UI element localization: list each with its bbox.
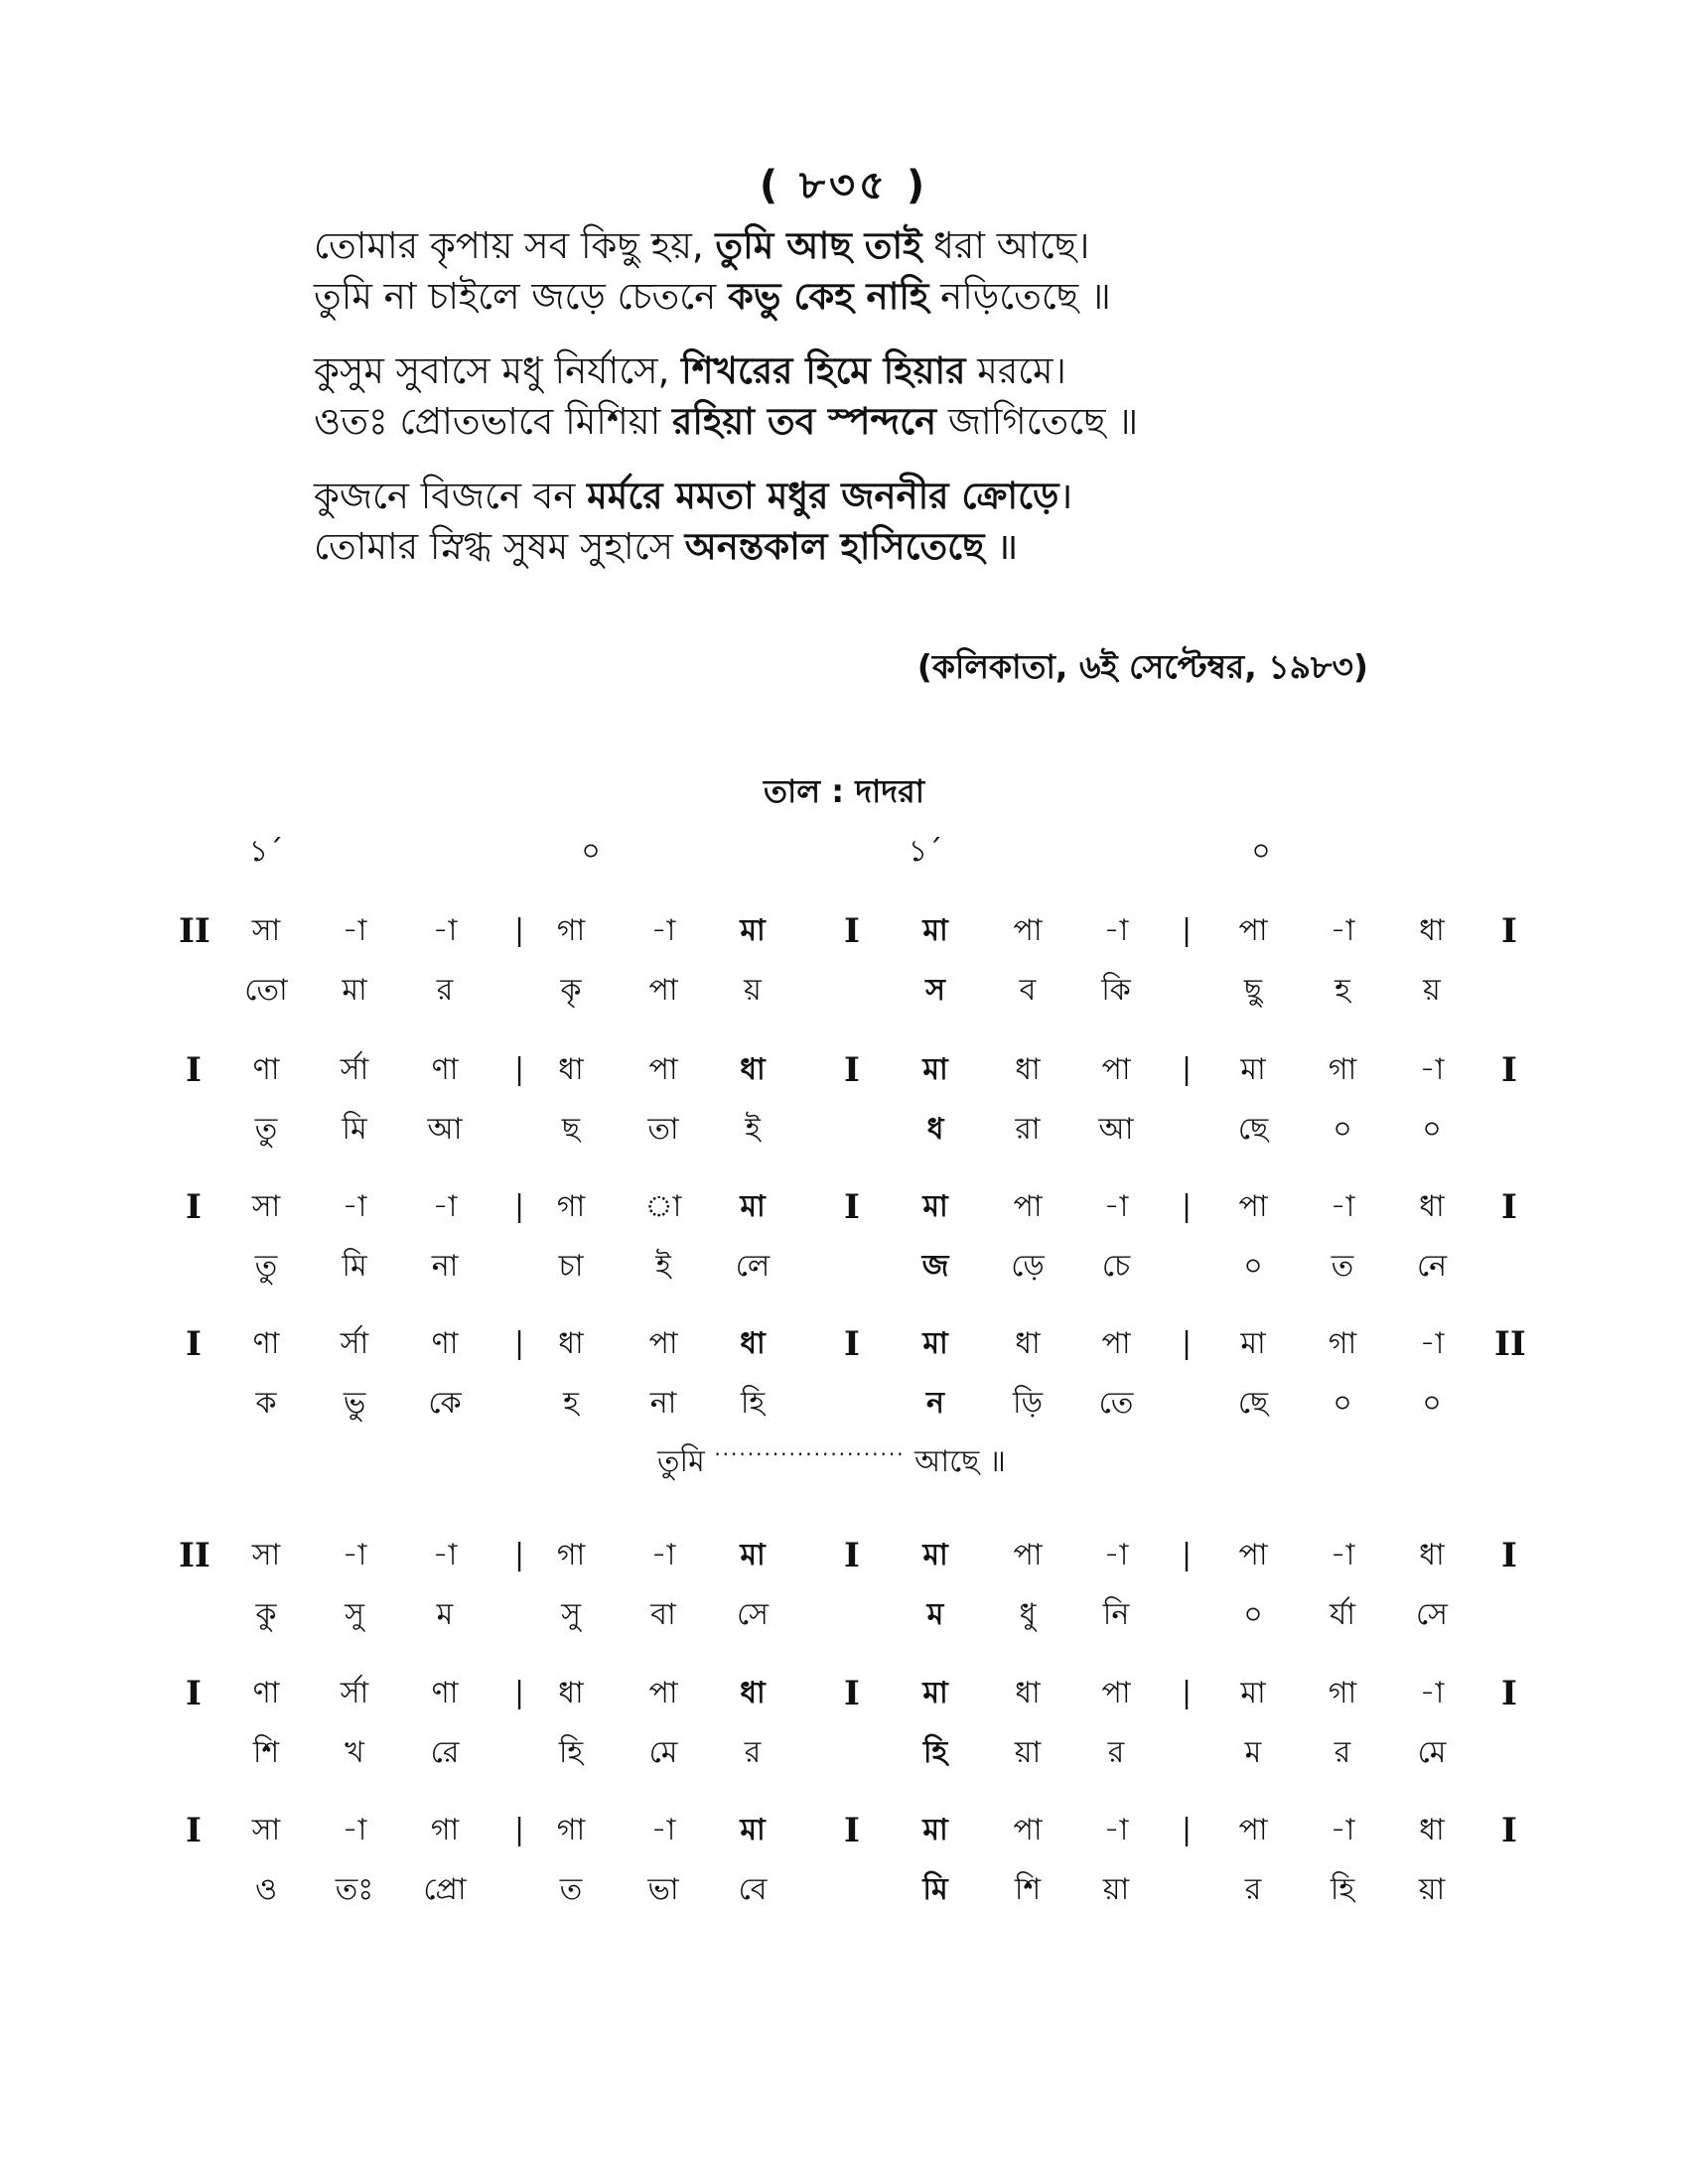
poem-segment: তোমার স্নিগ্ধ সুষম সুহাসে xyxy=(314,525,685,568)
lyric-syllable: য়া xyxy=(1418,1872,1446,1907)
swara-note: পা xyxy=(648,1326,678,1361)
swara-note: সা xyxy=(251,1538,281,1572)
swara-note: মা xyxy=(740,913,766,948)
swara-note: গা xyxy=(556,1813,586,1847)
lyric-syllable: চা xyxy=(558,1249,584,1284)
swara-note: ণা xyxy=(431,1052,459,1087)
swara-note: -া xyxy=(1103,1538,1129,1572)
lyric-syllable: চে xyxy=(1101,1249,1131,1284)
lyric-syllable: সু xyxy=(561,1597,581,1632)
swara-note: -া xyxy=(342,913,367,948)
swara-note: পা xyxy=(1238,1189,1268,1224)
swara-note: পা xyxy=(1013,1538,1043,1572)
swara-note: -া xyxy=(1330,913,1355,948)
swara-note: র্সা xyxy=(340,1676,369,1710)
signature: (কলিকাতা, ৬ই সেপ্টেম্বর, ১৯৮৩) xyxy=(916,647,1368,686)
refrain-start: তুমি xyxy=(657,1444,705,1479)
bar-line: II xyxy=(1494,1324,1526,1364)
lyric-syllable: পা xyxy=(648,973,678,1008)
bar-line: | xyxy=(513,1052,525,1087)
swara-note: পা xyxy=(1101,1676,1131,1710)
lyric-syllable: র xyxy=(1244,1872,1262,1907)
swara-note: -া xyxy=(1419,1052,1445,1087)
lyric-syllable: ছ xyxy=(561,1112,581,1147)
bar-line: I xyxy=(844,1811,860,1850)
swara-note: ণা xyxy=(431,1676,459,1710)
swara-note: মা xyxy=(1240,1052,1266,1087)
bar-line: | xyxy=(513,1813,525,1847)
lyric-syllable: ত xyxy=(1331,1249,1354,1284)
poem-segment: ধরা আছে। xyxy=(921,224,1090,267)
lyric-syllable: ছে xyxy=(1237,1112,1269,1147)
refrain-note xyxy=(657,1437,1006,1488)
poem-segment: রহিয়া তব স্পন্দনে xyxy=(672,400,937,443)
swara-note: ণা xyxy=(252,1052,280,1087)
swara-note: পা xyxy=(1238,1813,1268,1847)
lyric-syllable: ভু xyxy=(343,1386,366,1421)
lyric-syllable: ই xyxy=(655,1249,671,1284)
lyric-syllable: হ xyxy=(1335,973,1350,1008)
swara-note: মা xyxy=(922,1052,948,1087)
lyric-syllable: র xyxy=(1107,1735,1125,1770)
swara-note: মা xyxy=(922,1813,948,1847)
swara-note: মা xyxy=(922,913,948,948)
lyric-syllable: ম xyxy=(926,1597,944,1632)
lyric-syllable: মি xyxy=(342,1249,367,1284)
lyric-syllable: নি xyxy=(1102,1597,1130,1632)
bar-line: | xyxy=(1181,1326,1193,1361)
lyric-syllable: ব xyxy=(1019,973,1037,1008)
bar-line: I xyxy=(1501,1811,1517,1850)
swara-note: -া xyxy=(432,913,458,948)
swara-note: গা xyxy=(1328,1052,1357,1087)
lyric-syllable: তো xyxy=(244,973,288,1008)
poem-segment: মরমে। xyxy=(965,349,1066,392)
lyric-syllable: রে xyxy=(430,1735,460,1770)
lyric-syllable: না xyxy=(649,1386,677,1421)
swara-note: -া xyxy=(342,1538,367,1572)
lyric-syllable: কু xyxy=(255,1597,277,1632)
lyric-syllable: ধু xyxy=(1019,1597,1037,1632)
swara-note: -া xyxy=(1103,913,1129,948)
lyric-syllable: তা xyxy=(647,1112,679,1147)
poem-segment: ওতঃ প্রোতভাবে মিশিয়া xyxy=(314,400,673,443)
bar-line: | xyxy=(1181,1189,1193,1224)
swara-note: র্সা xyxy=(340,1326,369,1361)
bar-line: I xyxy=(844,1324,860,1364)
bar-line: | xyxy=(1181,1676,1193,1710)
swara-note: পা xyxy=(648,1676,678,1710)
bar-line: I xyxy=(186,1187,202,1227)
poem-segment: তুমি না চাইলে জড়ে চেতনে xyxy=(314,275,728,318)
lyric-syllable: হি xyxy=(740,1386,766,1421)
lyric-syllable: ০ xyxy=(1422,1112,1442,1147)
swara-note: পা xyxy=(1101,1326,1131,1361)
lyric-syllable: কি xyxy=(1101,973,1131,1008)
swara-note: ণা xyxy=(252,1676,280,1710)
lyric-syllable: হি xyxy=(922,1735,948,1770)
lyric-syllable: ই xyxy=(745,1112,761,1147)
bar-line: I xyxy=(186,1324,202,1364)
lyric-syllable: বা xyxy=(650,1597,676,1632)
refrain-end: আছে ॥ xyxy=(914,1444,1006,1479)
bar-line: | xyxy=(513,1538,525,1572)
lyric-syllable: ক xyxy=(255,1386,277,1421)
lyric-syllable: মি xyxy=(342,1112,367,1147)
bar-line: | xyxy=(1181,1538,1193,1572)
swara-note: পা xyxy=(1013,1813,1043,1847)
lyric-syllable: জ xyxy=(921,1249,949,1284)
poem-segment: কুজনে বিজনে বন xyxy=(314,475,588,517)
bar-line: I xyxy=(844,1050,860,1090)
lyric-syllable: র xyxy=(744,1735,762,1770)
lyric-syllable: শি xyxy=(1014,1872,1042,1907)
lyric-syllable: সু xyxy=(345,1597,364,1632)
swara-note: পা xyxy=(1238,1538,1268,1572)
poem-segment: ॥ xyxy=(984,525,1019,568)
swara-note: গা xyxy=(1328,1326,1357,1361)
lyric-syllable: না xyxy=(431,1249,459,1284)
poem-segment: মর্মরে মমতা মধুর জননীর ক্রোড়ে xyxy=(587,475,1059,517)
lyric-syllable: নে xyxy=(1416,1249,1448,1284)
beat-marker: ০ xyxy=(1251,834,1271,869)
bar-line: I xyxy=(844,1187,860,1227)
lyric-syllable: য় xyxy=(744,973,762,1008)
swara-note: ণা xyxy=(252,1326,280,1361)
swara-note: -া xyxy=(1330,1189,1355,1224)
swara-note: ধা xyxy=(1419,1813,1445,1847)
lyric-syllable: মি xyxy=(922,1872,948,1907)
poem-segment: । xyxy=(1058,475,1073,517)
bar-line: I xyxy=(1501,911,1517,951)
swara-note: -া xyxy=(342,1189,367,1224)
bar-line: | xyxy=(1181,913,1193,948)
swara-note: া xyxy=(644,1189,682,1224)
swara-note: মা xyxy=(740,1538,766,1572)
swara-note: মা xyxy=(922,1326,948,1361)
lyric-syllable: আ xyxy=(1098,1112,1134,1147)
lyric-syllable: য়া xyxy=(1102,1872,1130,1907)
bar-line: I xyxy=(186,1050,202,1090)
swara-note: মা xyxy=(922,1676,948,1710)
bar-line: I xyxy=(1501,1536,1517,1575)
bar-line: II xyxy=(179,911,211,951)
lyric-syllable: তু xyxy=(254,1249,278,1284)
swara-note: পা xyxy=(1013,913,1043,948)
beat-marker: ১´ xyxy=(248,834,284,869)
lyric-syllable: খ xyxy=(345,1735,364,1770)
swara-note: মা xyxy=(1240,1676,1266,1710)
bar-line: I xyxy=(844,911,860,951)
swara-note: মা xyxy=(922,1189,948,1224)
swara-note: গা xyxy=(556,913,586,948)
swara-note: -া xyxy=(342,1813,367,1847)
poem-segment: কভু কেহ নাহি xyxy=(727,275,929,318)
bar-line: I xyxy=(186,1811,202,1850)
poem-segment: জাগিতেছে ॥ xyxy=(936,400,1139,443)
swara-note: পা xyxy=(648,1052,678,1087)
lyric-syllable: ০ xyxy=(1422,1386,1442,1421)
swara-note: -া xyxy=(650,913,676,948)
lyric-syllable: কে xyxy=(428,1386,462,1421)
swara-note: গা xyxy=(556,1189,586,1224)
swara-note: -া xyxy=(650,1813,676,1847)
bar-line: I xyxy=(844,1536,860,1575)
bar-line: II xyxy=(179,1536,211,1575)
swara-note: মা xyxy=(1240,1326,1266,1361)
lyric-syllable: ম xyxy=(1244,1735,1262,1770)
swara-note: গা xyxy=(1328,1676,1357,1710)
poem-segment: তুমি আছ তাই xyxy=(715,224,922,267)
bar-line: | xyxy=(513,1676,525,1710)
swara-note: মা xyxy=(740,1813,766,1847)
lyric-syllable: ছু xyxy=(1243,973,1263,1008)
swara-note: গা xyxy=(556,1538,586,1572)
lyric-syllable: ম xyxy=(436,1597,454,1632)
lyric-syllable: ড়ি xyxy=(1012,1386,1043,1421)
swara-note: -া xyxy=(1419,1326,1445,1361)
swara-note: ধা xyxy=(1419,1538,1445,1572)
lyric-syllable: তু xyxy=(254,1112,278,1147)
bar-line: I xyxy=(1501,1674,1517,1713)
lyric-syllable: য়া xyxy=(1014,1735,1042,1770)
swara-note: মা xyxy=(740,1189,766,1224)
lyric-syllable: সে xyxy=(737,1597,769,1632)
lyric-syllable: তে xyxy=(1098,1386,1134,1421)
lyric-syllable: প্রো xyxy=(423,1872,467,1907)
swara-note: ধা xyxy=(558,1326,584,1361)
lyric-syllable: মে xyxy=(1417,1735,1447,1770)
swara-note: ণা xyxy=(431,1326,459,1361)
bar-line: | xyxy=(1181,1052,1193,1087)
swara-note: ধা xyxy=(740,1676,766,1710)
lyric-syllable: আ xyxy=(427,1112,463,1147)
bar-line: | xyxy=(513,1326,525,1361)
refrain-dots: ······················· xyxy=(714,1442,906,1466)
lyric-syllable: শি xyxy=(252,1735,280,1770)
swara-note: সা xyxy=(251,913,281,948)
lyric-syllable: র xyxy=(1334,1735,1351,1770)
swara-note: পা xyxy=(1013,1189,1043,1224)
poem-segment: অনন্তকাল হাসিতেছে xyxy=(684,525,985,568)
lyric-syllable: সে xyxy=(1416,1597,1448,1632)
lyric-syllable: য় xyxy=(1423,973,1441,1008)
poem-segment: তোমার কৃপায় সব কিছু হয়, xyxy=(314,224,716,267)
lyric-syllable: স xyxy=(925,973,945,1008)
lyric-syllable: র্যা xyxy=(1330,1597,1355,1632)
tala-title: তাল : দাদরা xyxy=(764,772,924,810)
lyric-syllable: মে xyxy=(648,1735,678,1770)
lyric-syllable: ০ xyxy=(1333,1386,1352,1421)
lyric-syllable: ড়ে xyxy=(1011,1249,1045,1284)
swara-note: ধা xyxy=(740,1326,766,1361)
bar-line: | xyxy=(513,1189,525,1224)
swara-note: -া xyxy=(1419,1676,1445,1710)
lyric-syllable: ন xyxy=(926,1386,944,1421)
lyric-syllable: হ xyxy=(563,1386,579,1421)
beat-marker: ১´ xyxy=(908,834,943,869)
swara-note: পা xyxy=(1238,913,1268,948)
lyric-syllable: রা xyxy=(1015,1112,1041,1147)
lyric-syllable: ধ xyxy=(926,1112,944,1147)
bar-line: | xyxy=(513,913,525,948)
bar-line: I xyxy=(844,1674,860,1713)
lyric-syllable: র xyxy=(436,973,454,1008)
swara-note: র্সা xyxy=(340,1052,369,1087)
swara-note: মা xyxy=(922,1538,948,1572)
bar-line: I xyxy=(1501,1187,1517,1227)
swara-note: ধা xyxy=(1015,1676,1041,1710)
lyric-syllable: ভা xyxy=(647,1872,679,1907)
lyric-syllable: হি xyxy=(558,1735,584,1770)
swara-note: ধা xyxy=(1419,913,1445,948)
poem-segment: কুসুম সুবাসে মধু নির্যাসে, xyxy=(314,349,682,392)
beat-marker: ০ xyxy=(581,834,601,869)
swara-note: ধা xyxy=(740,1052,766,1087)
lyric-syllable: হি xyxy=(1330,1872,1355,1907)
swara-note: সা xyxy=(251,1189,281,1224)
swara-note: ধা xyxy=(558,1676,584,1710)
bar-line: I xyxy=(1501,1050,1517,1090)
swara-note: সা xyxy=(251,1813,281,1847)
swara-note: -া xyxy=(432,1538,458,1572)
bar-line: | xyxy=(1181,1813,1193,1847)
lyric-syllable: ত xyxy=(559,1872,583,1907)
lyric-syllable: ও xyxy=(254,1872,278,1907)
swara-note: গা xyxy=(430,1813,460,1847)
swara-note: -া xyxy=(1103,1813,1129,1847)
swara-note: -া xyxy=(1330,1538,1355,1572)
swara-note: -া xyxy=(1330,1813,1355,1847)
poem-segment: শিখরের হিমে হিয়ার xyxy=(681,349,966,392)
lyric-syllable: ছে xyxy=(1237,1386,1269,1421)
swara-note: ধা xyxy=(1015,1326,1041,1361)
lyric-syllable: ০ xyxy=(1243,1597,1263,1632)
poem-segment: নড়িতেছে ॥ xyxy=(928,275,1111,318)
lyric-syllable: ০ xyxy=(1333,1112,1352,1147)
bar-line: I xyxy=(186,1674,202,1713)
swara-note: -া xyxy=(1103,1189,1129,1224)
swara-note: ধা xyxy=(1419,1189,1445,1224)
swara-note: -া xyxy=(650,1538,676,1572)
swara-note: ধা xyxy=(1015,1052,1041,1087)
lyric-syllable: লে xyxy=(735,1249,771,1284)
swara-note: -া xyxy=(432,1189,458,1224)
page-number: ( ৮৩৫ ) xyxy=(759,163,929,208)
swara-note: পা xyxy=(1101,1052,1131,1087)
swara-note: ধা xyxy=(558,1052,584,1087)
lyric-syllable: মা xyxy=(342,973,367,1008)
lyric-syllable: বে xyxy=(738,1872,768,1907)
lyric-syllable: ০ xyxy=(1243,1249,1263,1284)
lyric-syllable: তঃ xyxy=(335,1872,374,1907)
lyric-syllable: কৃ xyxy=(560,973,582,1008)
